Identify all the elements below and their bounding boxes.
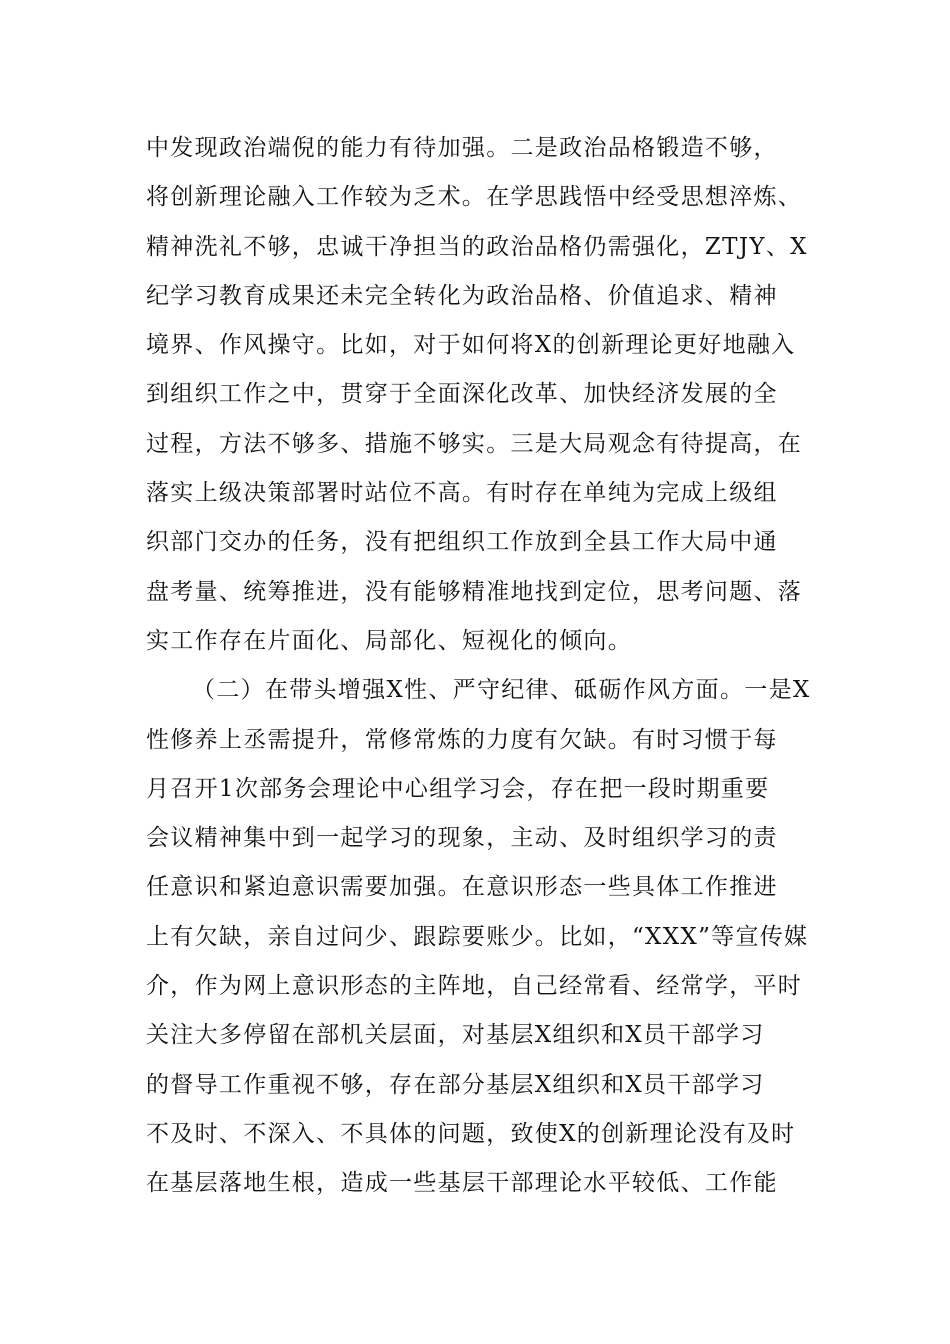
text-line: 性修养上丞需提升，常修常炼的力度有欠缺。有时习惯于每 <box>146 726 778 753</box>
text-line: 盘考量、统筹推进，没有能够精准地找到定位，思考问题、落 <box>146 578 803 605</box>
text-line: 不及时、不深入、不具体的问题，致使X的创新理论没有及时 <box>146 1120 796 1147</box>
text-line: 的督导工作重视不够，存在部分基层X组织和X员干部学习 <box>146 1071 765 1098</box>
text-line: 过程，方法不够多、措施不够实。三是大局观念有待提高，在 <box>146 430 803 457</box>
text-line: 精神洗礼不够，忠诚干净担当的政治品格仍需强化，ZTJY、X <box>146 233 808 260</box>
text-line: 实工作存在片面化、局部化、短视化的倾向。 <box>146 627 632 654</box>
section-heading-line: （二）在带头增强X性、严守纪律、砥砺作风方面。一是X <box>192 677 811 704</box>
document-body <box>146 124 826 1209</box>
text-line: 上有欠缺，亲自过问少、跟踪要账少。比如，“XXX”等宣传媒 <box>146 923 809 950</box>
text-line: 纪学习教育成果还未完全转化为政治品格、价值追求、精神 <box>146 282 778 309</box>
text-line: 任意识和紧迫意识需要加强。在意识形态一些具体工作推进 <box>146 874 778 901</box>
text-line: 境界、作风操守。比如，对于如何将X的创新理论更好地融入 <box>146 332 796 359</box>
text-line: 关注大多停留在部机关层面，对基层X组织和X员干部学习 <box>146 1022 765 1049</box>
text-line: 织部门交办的任务，没有把组织工作放到全县工作大局中通 <box>146 529 778 556</box>
text-line: 落实上级决策部署时站位不高。有时存在单纯为完成上级组 <box>146 480 778 507</box>
text-line: 到组织工作之中，贯穿于全面深化改革、加快经济发展的全 <box>146 381 778 408</box>
text-line: 月召开1次部务会理论中心组学习会，存在把一段时期重要 <box>146 775 770 802</box>
text-line: 在基层落地生根，造成一些基层干部理论水平较低、工作能 <box>146 1170 778 1197</box>
text-line: 介，作为网上意识形态的主阵地，自己经常看、经常学，平时 <box>146 973 803 1000</box>
text-line: 中发现政治端倪的能力有待加强。二是政治品格锻造不够， <box>146 135 778 161</box>
text-line: 会议精神集中到一起学习的现象，主动、及时组织学习的责 <box>146 825 778 852</box>
text-line: 将创新理论融入工作较为乏术。在学思践悟中经受思想淬炼、 <box>146 184 803 211</box>
